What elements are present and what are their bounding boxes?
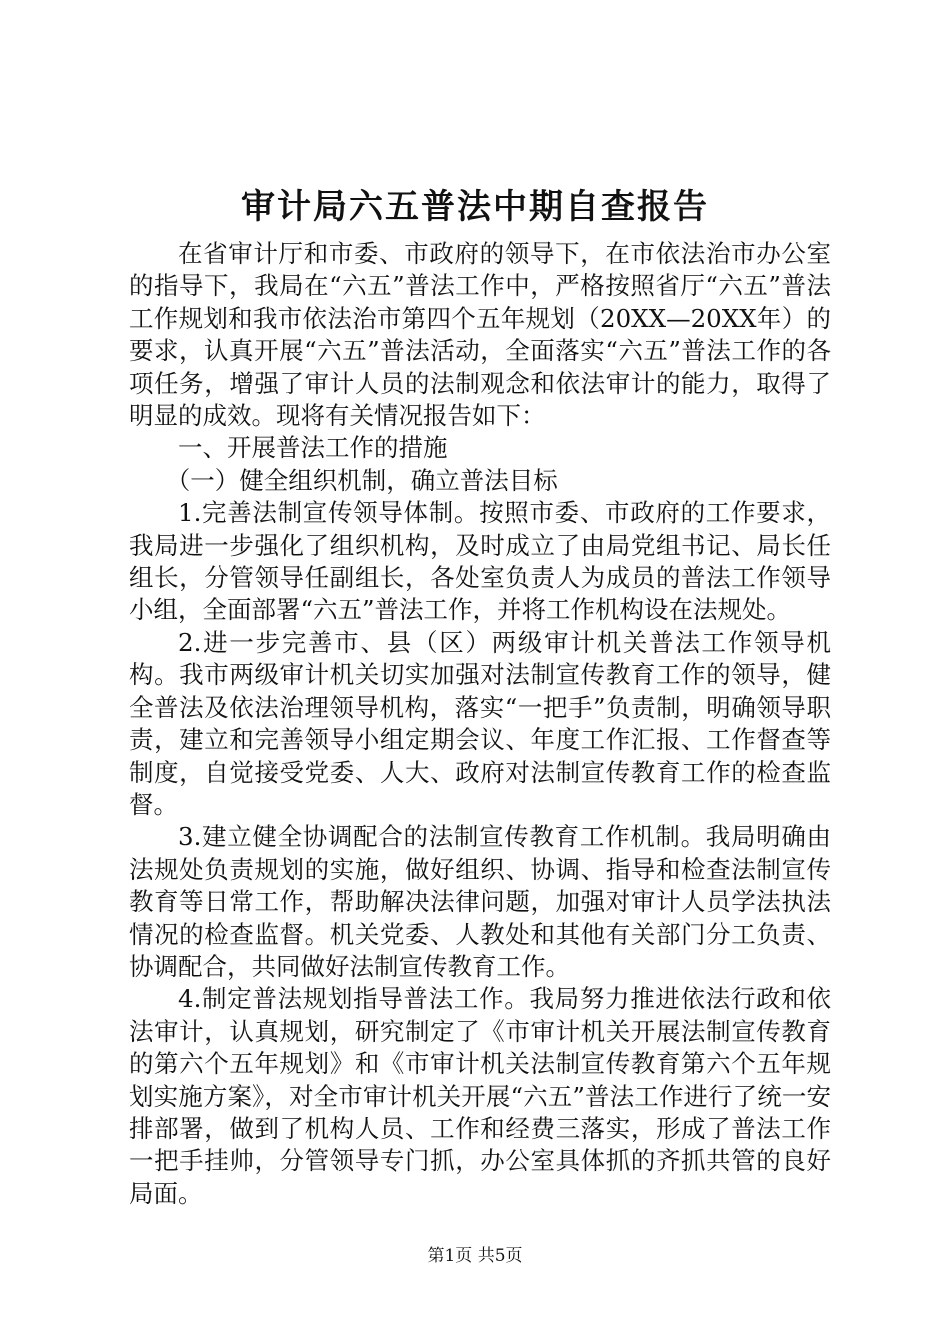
page-footer: 第1页 共5页 [427,1246,523,1266]
body-paragraph-3: 3.建立健全协调配合的法制宣传教育工作机制。我局明确由法规处负责规划的实施，做好组织、协调、指导和检查法制宣传教育等日常工作，帮助解决法律问题，加强对审计人员学法执法情况的检查监督。机关党委、人教处和其他有关部门分工负责、协调配合，共同做好法制宣传教育工作。 [129,822,831,981]
section-heading: 一、开展普法工作的措施 [178,433,448,463]
subsection-heading: （一）健全组织机制，确立普法目标 [165,465,558,495]
document-body [129,238,831,1210]
intro-paragraph: 在省审计厅和市委、市政府的领导下，在市依法治市办公室的指导下，我局在“六五”普法工作中，严格按照省厅“六五”普法工作规划和我市依法治市第四个五年规划（20XX—20XX年）的要求，认真开展“六五”普法活动，全面落实“六五”普法工作的各项任务，增强了审计人员的法制观念和依法审计的能力，取得了明显的成效。现将有关情况报告如下： [129,239,831,431]
body-paragraph-2: 2.进一步完善市、县（区）两级审计机关普法工作领导机构。我市两级审计机关切实加强对法制宣传教育工作的领导，健全普法及依法治理领导机构，落实“一把手”负责制，明确领导职责，建立和完善领导小组定期会议、年度工作汇报、工作督查等制度，自觉接受党委、人大、政府对法制宣传教育工作的检查监督。 [129,627,831,819]
body-paragraph-1: 1.完善法制宣传领导体制。按照市委、市政府的工作要求，我局进一步强化了组织机构，及时成立了由局党组书记、局长任组长，分管领导任副组长，各处室负责人为成员的普法工作领导小组，全面部署“六五”普法工作，并将工作机构设在法规处。 [129,498,831,625]
body-paragraph-4: 4.制定普法规划指导普法工作。我局努力推进依法行政和依法审计，认真规划，研究制定了《市审计机关开展法制宣传教育的第六个五年规划》和《市审计机关法制宣传教育第六个五年规划实施方案》，对全市审计机关开展“六五”普法工作进行了统一安排部署，做到了机构人员、工作和经费三落实，形成了普法工作一把手挂帅，分管领导专门抓，办公室具体抓的齐抓共管的良好局面。 [129,984,831,1208]
document-title: 审计局六五普法中期自查报告 [241,187,709,227]
